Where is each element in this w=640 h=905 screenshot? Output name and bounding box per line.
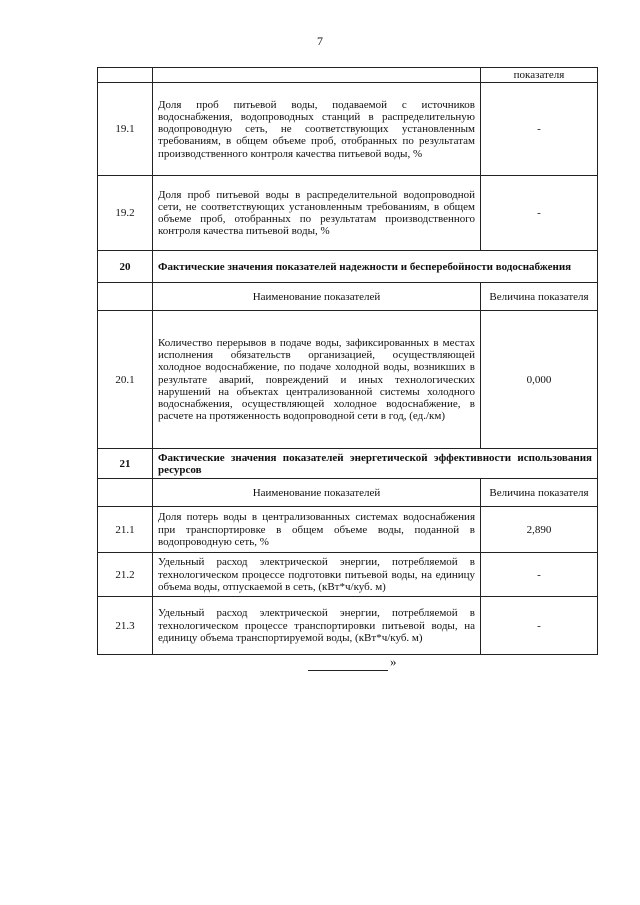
section-number: 20 [98,251,153,283]
row-number: 21.1 [98,507,153,553]
indicator-value: - [481,176,598,251]
table-cell-empty [98,68,153,83]
signature-line [308,659,388,671]
table-row [98,507,598,553]
indicator-name: Доля проб питьевой воды в распределительной водопроводной сети, не соответствующих установленным требованиям, в общем объеме проб, отобранных по результатам производственного контроля качества питьевой воды, % [153,176,481,251]
indicator-value: - [481,83,598,176]
indicator-value: 0,000 [481,311,598,449]
section-number: 21 [98,449,153,479]
row-number: 21.2 [98,553,153,597]
page-number: 7 [317,34,323,48]
row-number: 20.1 [98,311,153,449]
table-cell-empty [98,283,153,311]
column-header-value: Величина показателя [481,479,598,507]
indicator-value: - [481,553,598,597]
table-row [98,83,598,176]
closing-mark [308,653,408,671]
indicator-name: Количество перерывов в подаче воды, зафиксированных в местах исполнения обязательств организацией, осуществляющей холодное водоснабжение, по подаче холодной воды, возникших в результате аварий, повреждений и иных технологических нарушений на объектах централизованной системы холодного водоснабжения, осуществляющей холодное водоснабжение, в расчете на протяженность водопроводной сети в год, (ед./км) [153,311,481,449]
indicator-name: Доля проб питьевой воды, подаваемой с источников водоснабжения, водопроводных станций в распределительную водопроводную сеть, не соответствующих установленным требованиям, в общем объеме проб, отобранных по результатам производственного контроля качества питьевой воды, % [153,83,481,176]
table-row [98,176,598,251]
section-header-row [98,449,598,479]
closing-quote: » [390,654,397,669]
table-row [98,311,598,449]
value-column-header-continued: показателя [481,68,598,83]
indicator-value: 2,890 [481,507,598,553]
column-header-name: Наименование показателей [153,479,481,507]
row-number: 19.1 [98,83,153,176]
table-cell-empty [98,479,153,507]
indicator-name: Доля потерь воды в централизованных системах водоснабжения при транспортировке в общем объеме воды, поданной в водопроводную сеть, % [153,507,481,553]
section-header-row [98,251,598,283]
indicator-name: Удельный расход электрической энергии, потребляемой в технологическом процессе подготовки питьевой воды, на единицу объема воды, отпускаемой в сеть, (кВт*ч/куб. м) [153,553,481,597]
column-header-row [98,479,598,507]
row-number: 19.2 [98,176,153,251]
column-header-value: Величина показателя [481,283,598,311]
table-row [98,68,598,83]
table-cell-empty [153,68,481,83]
table-row [98,597,598,655]
indicator-name: Удельный расход электрической энергии, потребляемой в технологическом процессе транспортировки питьевой воды, на единицу объема транспортируемой воды, (кВт*ч/куб. м) [153,597,481,655]
column-header-row [98,283,598,311]
section-title: Фактические значения показателей надежности и бесперебойности водоснабжения [153,251,598,283]
table-row [98,553,598,597]
row-number: 21.3 [98,597,153,655]
indicator-value: - [481,597,598,655]
section-title: Фактические значения показателей энергетической эффективности использования ресурсов [153,449,598,479]
indicators-table [97,67,598,655]
column-header-name: Наименование показателей [153,283,481,311]
